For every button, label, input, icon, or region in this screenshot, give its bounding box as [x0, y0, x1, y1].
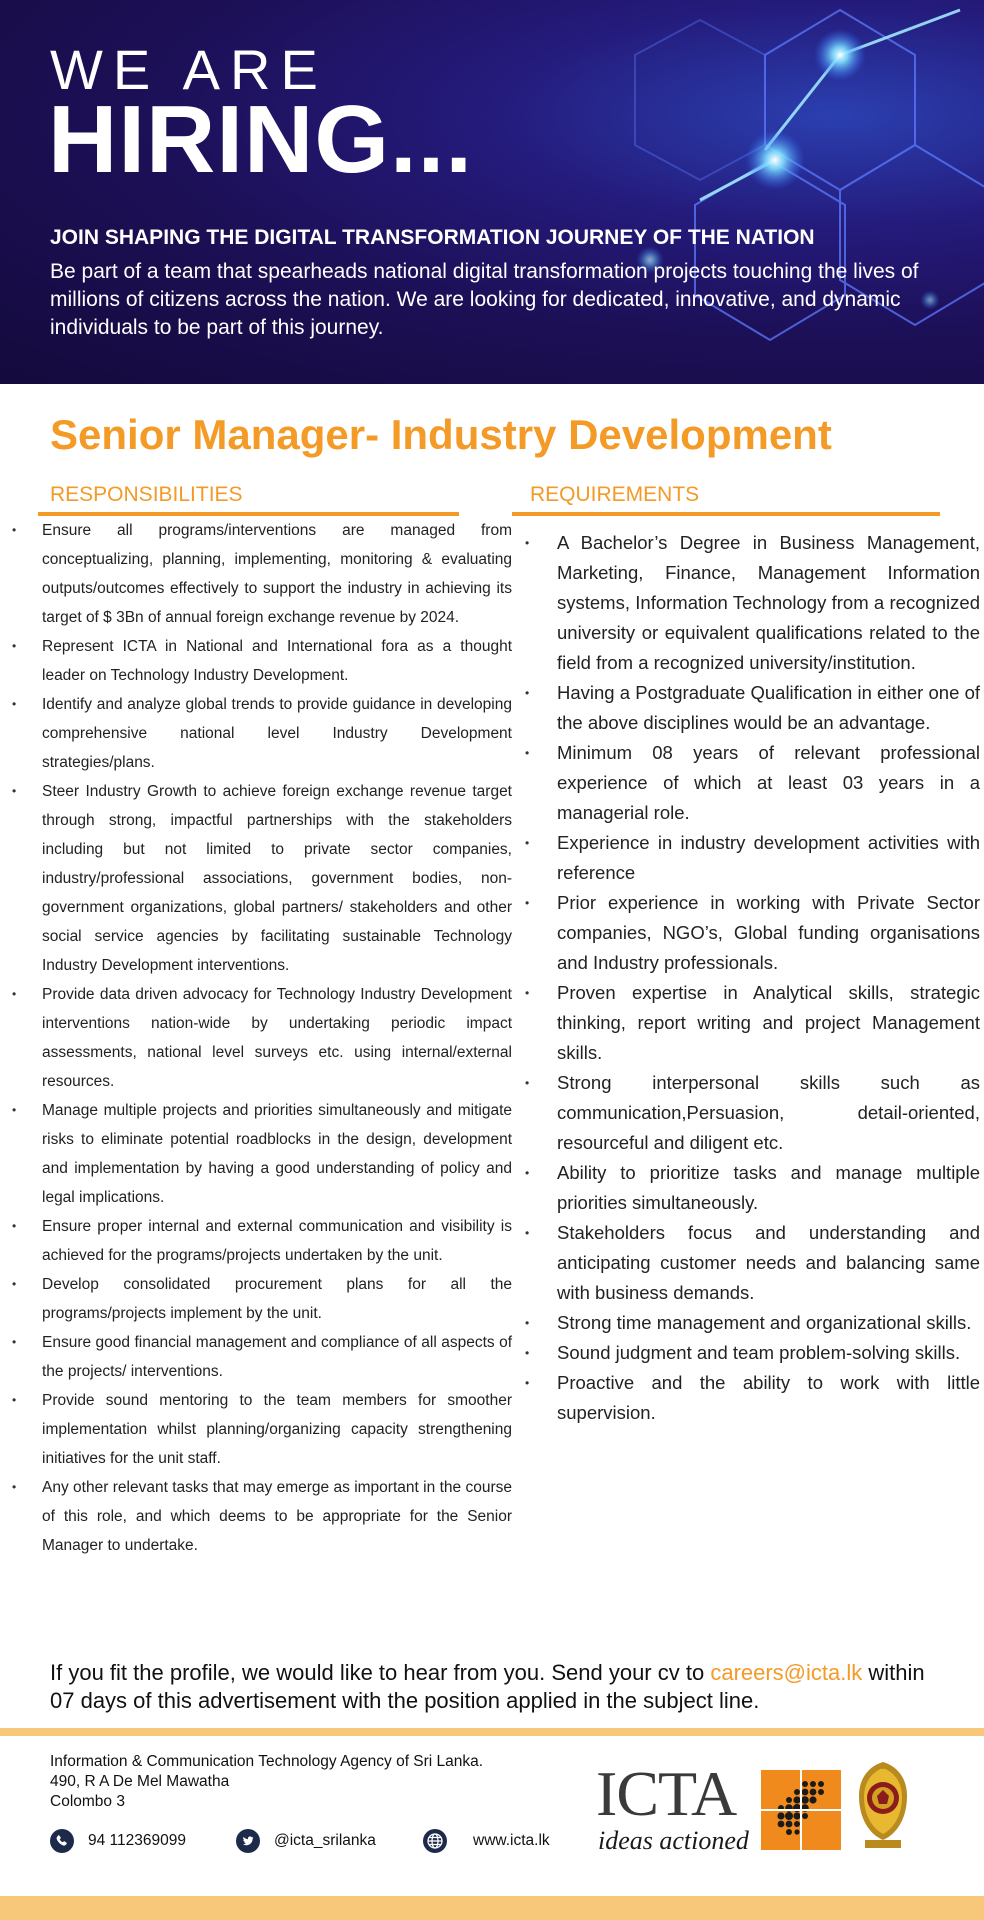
street-address: 490, R A De Mel Mawatha	[50, 1773, 230, 1790]
icta-logo-mark-icon	[761, 1770, 841, 1850]
list-item: • Proactive and the ability to work with little supervision.	[525, 1368, 980, 1428]
cta-text-end: within 07 days of this advertisement with the position applied in the subject line.	[50, 1660, 925, 1713]
list-item: • Having a Postgraduate Qualification in either one of the above disciplines would be an advantage.	[525, 678, 980, 738]
list-item: • Develop consolidated procurement plans for all the programs/projects implement by the unit.	[12, 1270, 512, 1328]
org-name: Information & Communication Technology Agency of Sri Lanka.	[50, 1753, 484, 1770]
requirements-list	[525, 528, 980, 1428]
list-item: • Minimum 08 years of relevant professional experience of which at least 03 years in a managerial role.	[525, 738, 980, 828]
responsibilities-heading: RESPONSIBILITIES	[50, 483, 243, 506]
globe-icon	[423, 1829, 447, 1853]
hero-we-are: WE ARE	[50, 38, 328, 101]
footer-address	[50, 1752, 483, 1812]
cta-text-start: If you fit the profile, we would like to hear from you. Send your cv to	[50, 1660, 711, 1685]
list-item: • Provide data driven advocacy for Technology Industry Development interventions nation-wide by undertaking periodic impact assessments, national level surveys etc. using internal/external resources.	[12, 980, 512, 1096]
list-item: • Experience in industry development activities with reference	[525, 828, 980, 888]
phone-contact	[50, 1829, 186, 1853]
footer-band-bottom	[0, 1896, 984, 1920]
list-item: • Stakeholders focus and understanding and anticipating customer needs and balancing same with business demands.	[525, 1218, 980, 1308]
list-item: • Ensure all programs/interventions are managed from conceptualizing, planning, implementing, monitoring & evaluating outputs/outcomes effectively to support the industry in achieving its target of $ 3Bn of annual foreign exchange revenue by 2024.	[12, 516, 512, 632]
twitter-contact	[236, 1829, 376, 1853]
icta-logo-text: ICTA	[596, 1758, 737, 1829]
list-item: • Strong interpersonal skills such as communication,Persuasion, detail-oriented, resourceful and diligent etc.	[525, 1068, 980, 1158]
list-item: • Strong time management and organizational skills.	[525, 1308, 980, 1338]
list-item: • A Bachelor’s Degree in Business Management, Marketing, Finance, Management Information systems, Information Technology from a recognized university or equivalent qualifications related to the field from a recognized university/institution.	[525, 528, 980, 678]
list-item: • Prior experience in working with Private Sector companies, NGO’s, Global funding organisations and Industry professionals.	[525, 888, 980, 978]
hero-hiring: HIRING...	[48, 86, 474, 193]
list-item: • Ability to prioritize tasks and manage multiple priorities simultaneously.	[525, 1158, 980, 1218]
list-item: • Manage multiple projects and priorities simultaneously and mitigate risks to eliminate potential roadblocks in the design, development and implementation by having a good understanding of policy and legal implications.	[12, 1096, 512, 1212]
careers-email-link[interactable]: careers@icta.lk	[710, 1660, 863, 1685]
list-item: • Ensure proper internal and external communication and visibility is achieved for the programs/projects undertaken by the unit.	[12, 1212, 512, 1270]
twitter-icon	[236, 1829, 260, 1853]
list-item: • Provide sound mentoring to the team members for smoother implementation whilst planning/organizing capacity strengthening initiatives for the unit staff.	[12, 1386, 512, 1473]
hero-tagline: JOIN SHAPING THE DIGITAL TRANSFORMATION JOURNEY OF THE NATION	[50, 226, 815, 249]
call-to-action	[50, 1659, 950, 1715]
list-item: • Represent ICTA in National and International fora as a thought leader on Technology Industry Development.	[12, 632, 512, 690]
list-item: • Identify and analyze global trends to provide guidance in developing comprehensive national level Industry Development strategies/plans.	[12, 690, 512, 777]
phone-icon	[50, 1829, 74, 1853]
hero-banner	[0, 0, 984, 384]
job-title: Senior Manager- Industry Development	[50, 411, 832, 458]
city: Colombo 3	[50, 1793, 125, 1810]
requirements-heading: REQUIREMENTS	[530, 483, 700, 506]
requirements-rule	[512, 512, 940, 516]
website-contact	[423, 1829, 550, 1853]
website-link[interactable]: www.icta.lk	[473, 1832, 550, 1849]
responsibilities-list	[12, 516, 512, 1560]
list-item: • Steer Industry Growth to achieve foreign exchange revenue target through strong, impactful partnerships with the stakeholders including but not limited to private sector companies, industry/professional associations, government bodies, non-government organizations, global partners/ stakeholders and other social service agencies by facilitating sustainable Technology Industry Development interventions.	[12, 777, 512, 980]
list-item: • Any other relevant tasks that may emerge as important in the course of this role, and which deems to be appropriate for the Senior Manager to undertake.	[12, 1473, 512, 1560]
sri-lanka-emblem-icon	[851, 1760, 915, 1852]
footer-band-top	[0, 1728, 984, 1736]
icta-slogan: ideas actioned	[598, 1826, 749, 1855]
twitter-handle[interactable]: @icta_srilanka	[274, 1832, 376, 1849]
list-item: • Sound judgment and team problem-solving skills.	[525, 1338, 980, 1368]
hero-intro: Be part of a team that spearheads national digital transformation projects touching the lives of millions of citizens across the nation. We are looking for dedicated, innovative, and dynamic individuals to be part of this journey.	[50, 260, 919, 339]
phone-number[interactable]: 94 112369099	[88, 1832, 186, 1849]
list-item: • Proven expertise in Analytical skills, strategic thinking, report writing and project Management skills.	[525, 978, 980, 1068]
list-item: • Ensure good financial management and compliance of all aspects of the projects/ interventions.	[12, 1328, 512, 1386]
icta-logo	[596, 1758, 841, 1860]
